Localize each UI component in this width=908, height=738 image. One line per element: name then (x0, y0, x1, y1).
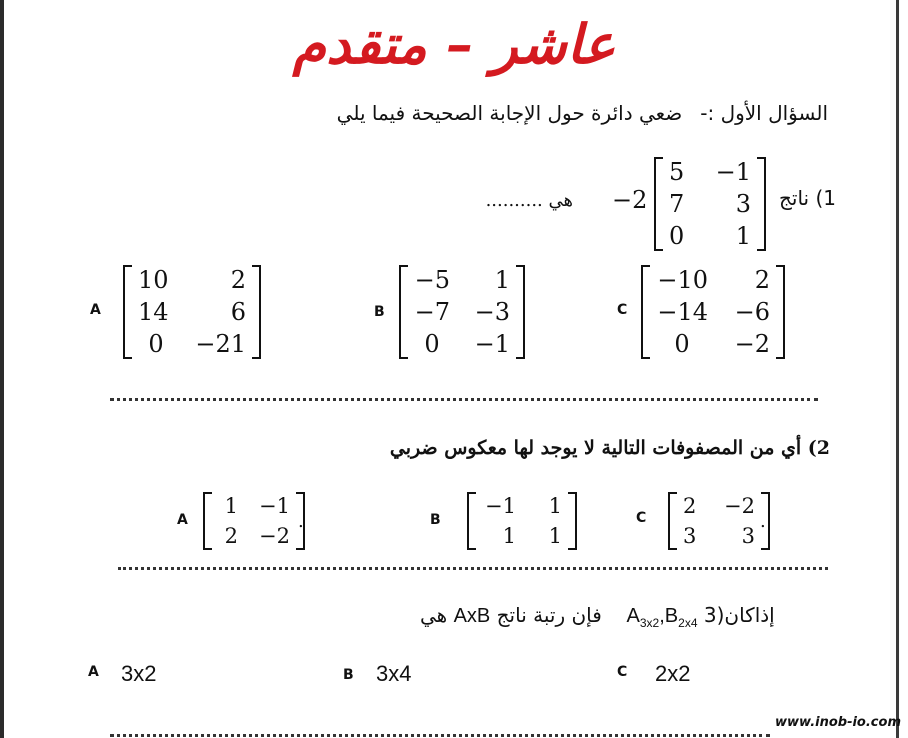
q2-option-b-matrix[interactable] (467, 492, 577, 550)
q3-option-c-value[interactable]: 2x2 (655, 661, 691, 686)
q2-option-a-matrix[interactable] (203, 492, 305, 550)
q3-middle: فإن رتبة ناتج (496, 603, 602, 627)
q3-option-a-letter[interactable]: A (88, 664, 99, 680)
matrix-cell: 2 (224, 524, 238, 548)
matrix-cell: −10 (657, 266, 708, 294)
q2-option-b-letter[interactable]: B (430, 512, 441, 528)
q3-product: AxB (453, 605, 491, 627)
matrix-cell: 1 (494, 266, 510, 294)
q1-option-c-letter[interactable]: C (617, 302, 628, 318)
q1-option-b-letter[interactable]: B (374, 304, 385, 320)
q1-matrix (654, 157, 766, 251)
q2-option-a-letter[interactable]: A (177, 512, 188, 528)
matrix-cell: −14 (657, 298, 708, 326)
q3-option-c-letter[interactable]: C (617, 664, 628, 680)
q2-option-c-letter[interactable]: C (636, 510, 647, 526)
matrix-cell: −3 (474, 298, 510, 326)
q2-option-c-matrix[interactable] (668, 492, 770, 550)
footer-watermark: www.inob-io.com (775, 715, 901, 730)
answer-line-3 (110, 734, 770, 737)
matrix-a-order: 3x2 (639, 616, 660, 630)
q1-scalar: −2 (612, 186, 648, 214)
q2-text: 2) أي من المصفوفات التالية لا يوجد لها معكوس ضربي (389, 437, 830, 459)
q3-option-a-value[interactable]: 3x2 (121, 661, 157, 686)
question-heading (337, 101, 828, 125)
matrix-cell: 7 (669, 190, 685, 218)
q1-label: 1) ناتج (778, 186, 836, 210)
matrix-cell: 3 (741, 524, 755, 548)
matrix-cell: −5 (414, 266, 450, 294)
matrix-cell: 1 (548, 524, 562, 548)
page-border-left (0, 0, 4, 738)
matrix-cell: −2 (259, 524, 290, 548)
matrix-cell: 0 (674, 330, 690, 358)
matrix-cell: 0 (148, 330, 164, 358)
matrix-cell: 1 (502, 524, 516, 548)
matrix-a-label: A (626, 605, 640, 627)
matrix-b-order: 2x4 (678, 616, 698, 630)
answer-line-1 (110, 398, 818, 401)
q2-option-c-period: . (760, 511, 766, 532)
q3-option-b-value[interactable]: 3x4 (376, 661, 412, 686)
q1-option-a-letter[interactable]: A (90, 302, 101, 318)
matrix-cell: −2 (734, 330, 770, 358)
section-title: السؤال الأول :- (700, 101, 828, 125)
page-title: عاشر – متقدم (292, 12, 616, 76)
matrix-cell: 3 (735, 190, 751, 218)
matrix-cell: 2 (683, 494, 697, 518)
matrix-cell: 10 (138, 266, 169, 294)
matrix-cell: −7 (414, 298, 450, 326)
q1-option-a-matrix[interactable] (123, 265, 261, 359)
matrix-cell: 14 (138, 298, 169, 326)
matrix-cell: −1 (715, 158, 751, 186)
instruction-text: ضعي دائرة حول الإجابة الصحيحة فيما يلي (336, 101, 683, 125)
matrix-cell: 2 (754, 266, 770, 294)
q3-prefix: 3)إذاكان (703, 603, 775, 627)
matrix-cell: 6 (230, 298, 246, 326)
matrix-cell: 2 (230, 266, 246, 294)
matrix-cell: −1 (259, 494, 290, 518)
q1-option-c-matrix[interactable] (641, 265, 785, 359)
matrix-cell: −2 (724, 494, 755, 518)
matrix-cell: 5 (669, 158, 685, 186)
q2-option-a-period: . (298, 511, 304, 532)
matrix-cell: 1 (224, 494, 238, 518)
matrix-cell: 1 (548, 494, 562, 518)
matrix-cell: −6 (734, 298, 770, 326)
q3-matrices (626, 605, 698, 630)
matrix-cell: 0 (669, 222, 685, 250)
matrix-b-label: ,B (659, 605, 679, 627)
matrix-cell: −1 (474, 330, 510, 358)
q3-text (420, 603, 775, 630)
q3-suffix: هي (420, 603, 448, 627)
q1-suffix: هي .......... (485, 190, 573, 211)
page-border-right (896, 0, 899, 738)
q1-option-b-matrix[interactable] (399, 265, 525, 359)
matrix-cell: 0 (424, 330, 440, 358)
matrix-cell: −21 (195, 330, 246, 358)
matrix-cell: −1 (485, 494, 516, 518)
q3-option-b-letter[interactable]: B (343, 667, 354, 683)
matrix-cell: 1 (735, 222, 751, 250)
answer-line-2 (118, 567, 828, 570)
matrix-cell: 3 (683, 524, 697, 548)
